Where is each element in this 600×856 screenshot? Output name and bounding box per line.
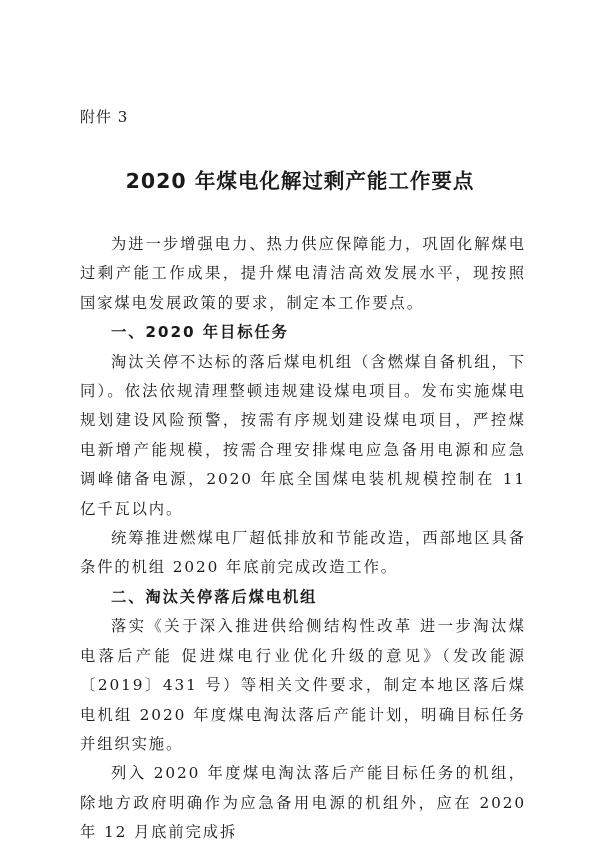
section-heading-targets: 一、2020 年目标任务 xyxy=(111,323,289,342)
intro-paragraph: 为进一步增强电力、热力供应保障能力，巩固化解煤电过剩产能工作成果，提升煤电清洁高效发展水平，现按照国家煤电发展政策的要求，制定本工作要点。 xyxy=(80,235,526,312)
section-paragraph: 列入 2020 年度煤电淘汰落后产能目标任务的机组，除地方政府明确作为应急备用电源的机组外，应在 2020 年 12 月底前完成拆 xyxy=(80,764,526,842)
section-paragraph: 统筹推进燃煤电厂超低排放和节能改造，西部地区具备条件的机组 2020 年底前完成改造工作。 xyxy=(80,529,526,577)
section-heading-phaseout: 二、淘汰关停落后煤电机组 xyxy=(111,587,318,606)
section-paragraph: 落实《关于深入推进供给侧结构性改革 进一步淘汰煤电落后产能 促进煤电行业优化升级的意见》（发改能源〔2019〕431 号）等相关文件要求，制定本地区落后煤电机组 2020 年度煤电淘汰落后产能计划，明确目标任务并组织实施。 xyxy=(80,617,526,753)
section-paragraph: 淘汰关停不达标的落后煤电机组（含燃煤自备机组，下同）。依法依规清理整顿违规建设煤电项目。发布实施煤电规划建设风险预警，按需有序规划建设煤电项目，严控煤电新增产能规模，按需合理安排煤电应急备用电源和应急调峰储备电源，2020 年底全国煤电装机规模控制在 11 亿千瓦以内。 xyxy=(80,352,526,518)
document-body xyxy=(80,230,526,848)
document-title: 2020 年煤电化解过剩产能工作要点 xyxy=(125,169,475,193)
attachment-label: 附件 3 xyxy=(80,108,129,126)
